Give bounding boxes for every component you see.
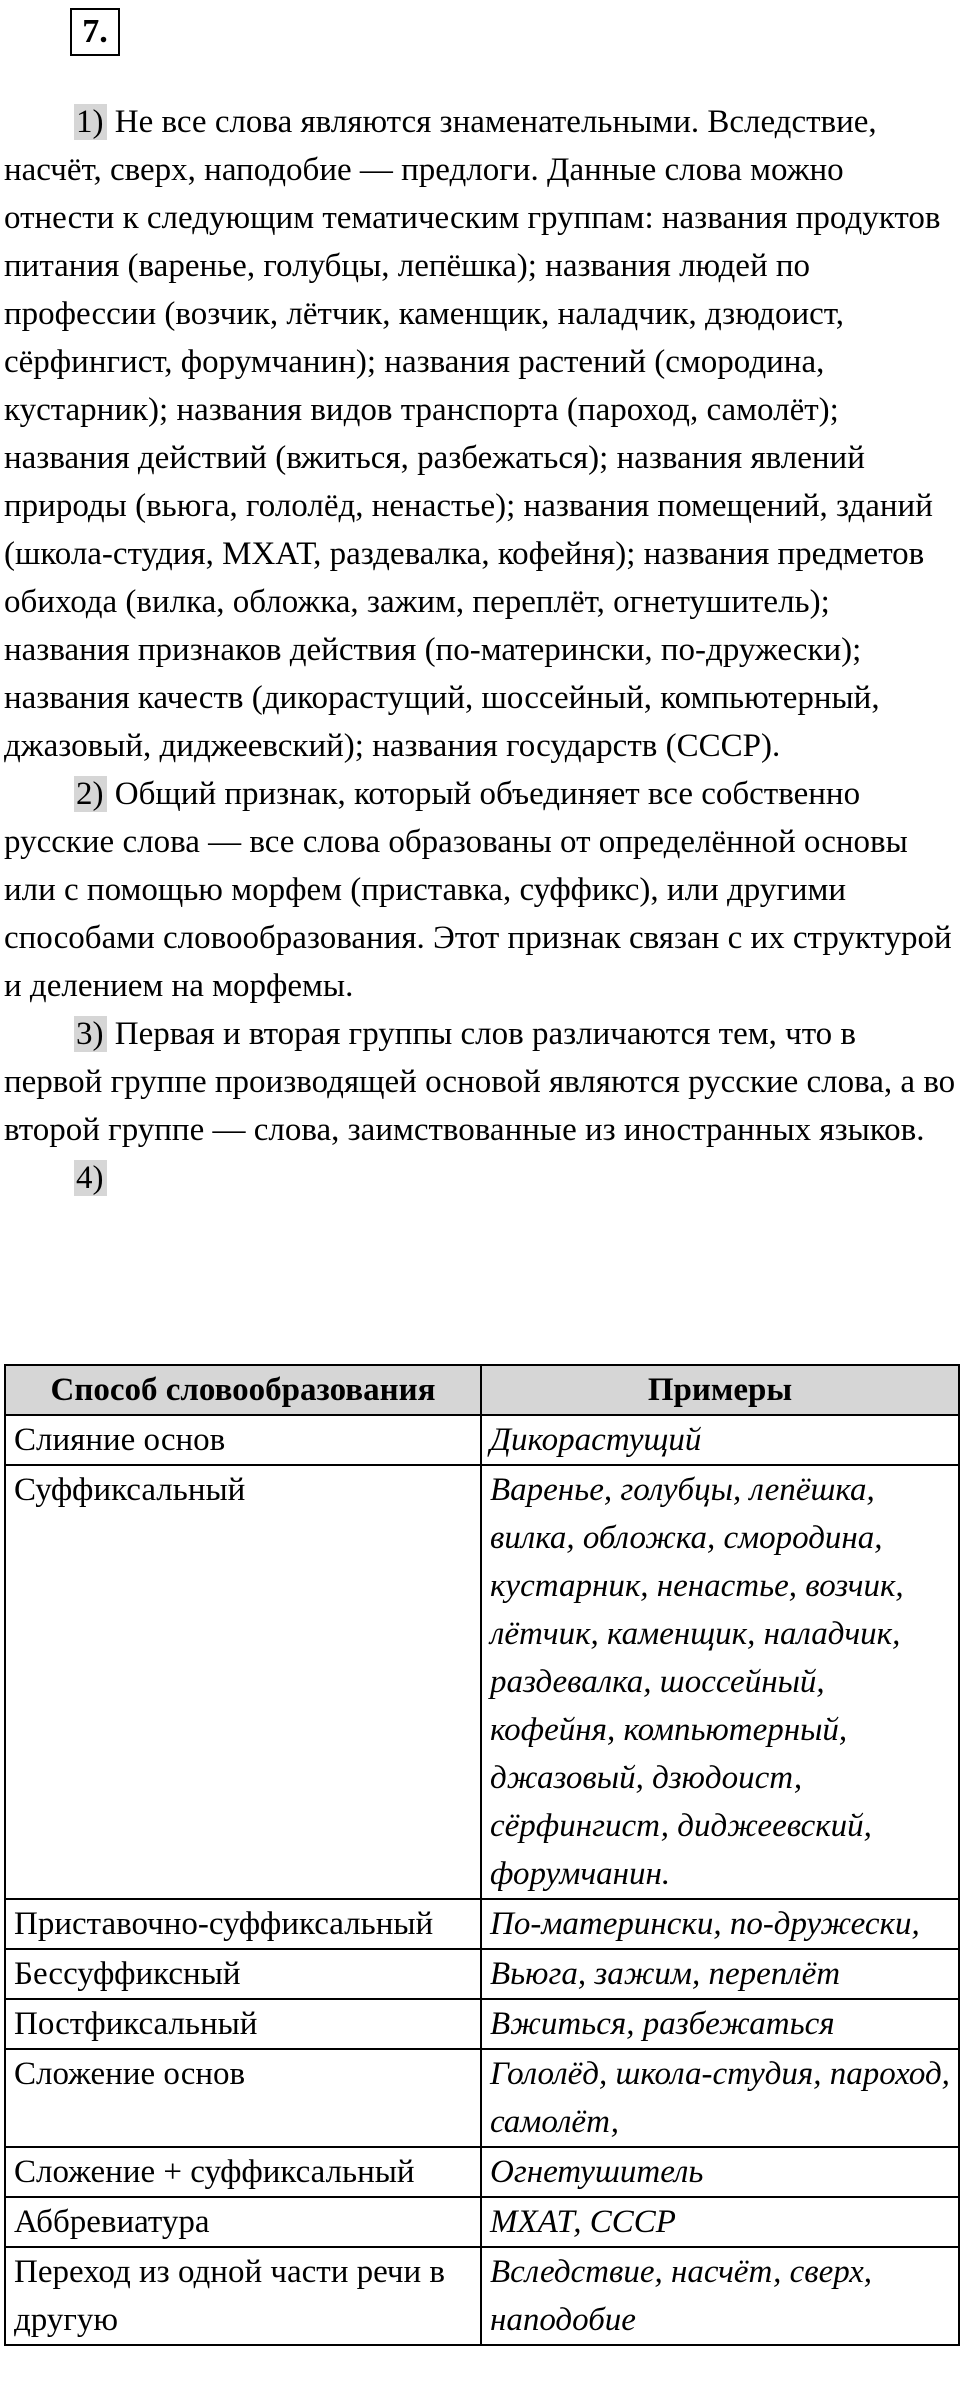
item-4: [4, 1154, 956, 1202]
method-cell: Сложение основ: [5, 2049, 481, 2147]
table-header-row: [5, 1365, 959, 1415]
item-2-number: 2): [74, 776, 107, 812]
item-1-text: Не все слова являются знаменательными. Вследствие, насчёт, сверх, наподобие — предлоги. Данные слова можно отнести к следующим тематическим группам: названия продуктов питания (варенье, голубцы, лепёшка); названия людей по профессии (возчик, лётчик, каменщик, наладчик, дзюдоист, сёрфингист, форумчанин); названия растений (смородина, кустарник); названия видов транспорта (пароход, самолёт); названия действий (вжиться, разбежаться); названия явлений природы (вьюга, гололёд, ненастье); названия помещений, зданий (школа-студия, МХАТ, раздевалка, кофейня); названия предметов обихода (вилка, обложка, зажим, переплёт, огнетушитель); названия признаков действия (по-матерински, по-дружески); названия качеств (дикорастущий, шоссейный, компьютерный, джазовый, диджеевский); названия государств (СССР).: [4, 104, 941, 764]
item-3-number: 3): [74, 1016, 107, 1052]
method-cell: Бессуффиксный: [5, 1949, 481, 1999]
word-formation-table: [4, 1364, 960, 2346]
item-2-text: Общий признак, который объединяет все собственно русские слова — все слова образованы от определённой основы или с помощью морфем (приставка, суффикс), или другими способами словообразования. Этот признак связан с их структурой и делением на морфемы.: [4, 776, 952, 1004]
examples-cell: Варенье, голубцы, лепёшка, вилка, обложка, смородина, кустарник, ненастье, возчик, лётчик, каменщик, наладчик, раздевалка, шоссейный, кофейня, компьютерный, джазовый, дзюдоист, сёрфингист, диджеевский, форумчанин.: [481, 1465, 959, 1899]
header-examples: Примеры: [481, 1365, 959, 1415]
table-row: [5, 2049, 959, 2147]
item-3-text: Первая и вторая группы слов различаются тем, что в первой группе производящей основой являются русские слова, а во второй группе — слова, заимствованные из иностранных языков.: [4, 1016, 956, 1148]
table-row: [5, 1949, 959, 1999]
examples-cell: МХАТ, СССР: [481, 2197, 959, 2247]
examples-cell: Вследствие, насчёт, сверх, наподобие: [481, 2247, 959, 2345]
method-cell: Приставочно-суффиксальный: [5, 1899, 481, 1949]
examples-cell: Огнетушитель: [481, 2147, 959, 2197]
item-4-number: 4): [74, 1160, 107, 1196]
item-3: [4, 1010, 956, 1154]
examples-cell: Гололёд, школа-студия, пароход, самолёт,: [481, 2049, 959, 2147]
method-cell: Переход из одной части речи в другую: [5, 2247, 481, 2345]
item-1-number: 1): [74, 104, 107, 140]
answer-text: [4, 98, 956, 1202]
method-cell: Сложение + суффиксальный: [5, 2147, 481, 2197]
method-cell: Суффиксальный: [5, 1465, 481, 1899]
header-method: Способ словообразования: [5, 1365, 481, 1415]
examples-cell: Дикорастущий: [481, 1415, 959, 1465]
table-row: [5, 2197, 959, 2247]
method-cell: Постфиксальный: [5, 1999, 481, 2049]
table-row: [5, 2247, 959, 2345]
table-row: [5, 2147, 959, 2197]
table-row: [5, 1465, 959, 1899]
method-cell: Слияние основ: [5, 1415, 481, 1465]
examples-cell: По-матерински, по-дружески,: [481, 1899, 959, 1949]
task-number-box: 7.: [70, 8, 120, 56]
method-cell: Аббревиатура: [5, 2197, 481, 2247]
table-row: [5, 1415, 959, 1465]
examples-cell: Вжиться, разбежаться: [481, 1999, 959, 2049]
examples-cell: Вьюга, зажим, переплёт: [481, 1949, 959, 1999]
item-1: [4, 98, 956, 770]
table-row: [5, 1899, 959, 1949]
table-row: [5, 1999, 959, 2049]
item-2: [4, 770, 956, 1010]
